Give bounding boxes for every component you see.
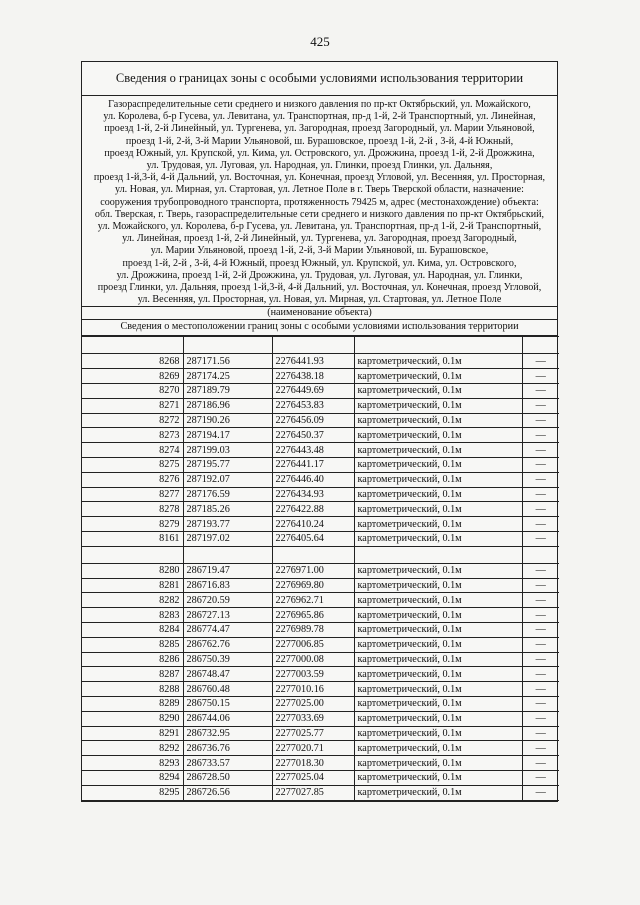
- table-row: [82, 593, 559, 608]
- spacer-row: [82, 337, 559, 354]
- precision-cell: —: [522, 487, 559, 502]
- precision-cell: —: [522, 593, 559, 608]
- description-line: проезд 1-й, 2-й Линейный, ул. Тургенева, ул. Загородная, проезд Загородный, ул. Марии Ульяновой,: [104, 123, 535, 135]
- section-heading: Сведения о местоположении границ зоны с особыми условиями использования территории: [82, 319, 557, 336]
- empty-cell: [82, 337, 183, 354]
- precision-cell: —: [522, 413, 559, 428]
- x-coordinate-cell: 286750.15: [183, 696, 272, 711]
- y-coordinate-cell: 2277025.77: [272, 726, 354, 741]
- object-description: [82, 96, 557, 306]
- x-coordinate-cell: 287186.96: [183, 398, 272, 413]
- x-coordinate-cell: 286727.13: [183, 608, 272, 623]
- point-number-cell: 8279: [82, 517, 183, 532]
- table-row: [82, 428, 559, 443]
- precision-cell: —: [522, 354, 559, 369]
- table-row: [82, 623, 559, 638]
- method-cell: картометрический, 0.1м: [354, 623, 522, 638]
- table-row: [82, 517, 559, 532]
- table-row: [82, 637, 559, 652]
- x-coordinate-cell: 287190.26: [183, 413, 272, 428]
- precision-cell: —: [522, 756, 559, 771]
- point-number-cell: 8283: [82, 608, 183, 623]
- table-row: [82, 413, 559, 428]
- y-coordinate-cell: 2277018.30: [272, 756, 354, 771]
- y-coordinate-cell: 2276971.00: [272, 563, 354, 578]
- empty-cell: [522, 546, 559, 563]
- table-row: [82, 458, 559, 473]
- table-row: [82, 711, 559, 726]
- point-number-cell: 8277: [82, 487, 183, 502]
- method-cell: картометрический, 0.1м: [354, 741, 522, 756]
- description-line: проезд 1-й,3-й, 4-й Дальний, ул. Восточная, ул. Конечная, проезд Угловой, ул. Весенняя, ул. Просторная,: [93, 172, 546, 184]
- description-line: ул. Дрожжина, проезд 1-й, 2-й Дрожжина, ул. Трудовая, ул. Луговая, ул. Народная, ул. Глинки,: [116, 269, 523, 281]
- method-cell: картометрический, 0.1м: [354, 517, 522, 532]
- x-coordinate-cell: 286716.83: [183, 578, 272, 593]
- precision-cell: —: [522, 711, 559, 726]
- point-number-cell: 8161: [82, 532, 183, 547]
- document-title: Сведения о границах зоны с особыми условиями использования территории: [82, 62, 557, 96]
- point-number-cell: 8273: [82, 428, 183, 443]
- y-coordinate-cell: 2276965.86: [272, 608, 354, 623]
- table-row: [82, 443, 559, 458]
- method-cell: картометрический, 0.1м: [354, 443, 522, 458]
- y-coordinate-cell: 2276450.37: [272, 428, 354, 443]
- method-cell: картометрический, 0.1м: [354, 502, 522, 517]
- y-coordinate-cell: 2277006.85: [272, 637, 354, 652]
- table-row: [82, 398, 559, 413]
- table-row: [82, 667, 559, 682]
- method-cell: картометрический, 0.1м: [354, 428, 522, 443]
- y-coordinate-cell: 2276456.09: [272, 413, 354, 428]
- point-number-cell: 8286: [82, 652, 183, 667]
- empty-cell: [354, 546, 522, 563]
- table-row: [82, 652, 559, 667]
- zone-boundary-sheet: [81, 61, 558, 802]
- point-number-cell: 8280: [82, 563, 183, 578]
- precision-cell: —: [522, 741, 559, 756]
- precision-cell: —: [522, 472, 559, 487]
- empty-cell: [354, 337, 522, 354]
- precision-cell: —: [522, 517, 559, 532]
- y-coordinate-cell: 2277025.04: [272, 770, 354, 785]
- x-coordinate-cell: 287197.02: [183, 532, 272, 547]
- point-number-cell: 8270: [82, 384, 183, 399]
- method-cell: картометрический, 0.1м: [354, 682, 522, 697]
- page-number: 425: [310, 34, 330, 49]
- y-coordinate-cell: 2276422.88: [272, 502, 354, 517]
- y-coordinate-cell: 2277033.69: [272, 711, 354, 726]
- point-number-cell: 8289: [82, 696, 183, 711]
- precision-cell: —: [522, 578, 559, 593]
- method-cell: картометрический, 0.1м: [354, 726, 522, 741]
- method-cell: картометрический, 0.1м: [354, 398, 522, 413]
- table-row: [82, 532, 559, 547]
- x-coordinate-cell: 287193.77: [183, 517, 272, 532]
- point-number-cell: 8269: [82, 369, 183, 384]
- method-cell: картометрический, 0.1м: [354, 593, 522, 608]
- precision-cell: —: [522, 398, 559, 413]
- precision-cell: —: [522, 428, 559, 443]
- empty-cell: [82, 546, 183, 563]
- precision-cell: —: [522, 443, 559, 458]
- precision-cell: —: [522, 637, 559, 652]
- method-cell: картометрический, 0.1м: [354, 756, 522, 771]
- precision-cell: —: [522, 726, 559, 741]
- y-coordinate-cell: 2276405.64: [272, 532, 354, 547]
- table-row: [82, 756, 559, 771]
- description-line: ул. Весенняя, ул. Просторная, ул. Новая, ул. Мирная, ул. Стартовая, ул. Летное Поле: [137, 294, 502, 306]
- x-coordinate-cell: 287171.56: [183, 354, 272, 369]
- precision-cell: —: [522, 696, 559, 711]
- x-coordinate-cell: 286762.76: [183, 637, 272, 652]
- precision-cell: —: [522, 532, 559, 547]
- precision-cell: —: [522, 785, 559, 800]
- table-row: [82, 682, 559, 697]
- method-cell: картометрический, 0.1м: [354, 487, 522, 502]
- method-cell: картометрический, 0.1м: [354, 711, 522, 726]
- description-line: проезд 1-й, 2-й, 3-й Марии Ульяновой, ш. Бурашовское, проезд 1-й, 2-й , 3-й, 4-й Южный,: [125, 135, 514, 147]
- method-cell: картометрический, 0.1м: [354, 532, 522, 547]
- precision-cell: —: [522, 369, 559, 384]
- x-coordinate-cell: 286732.95: [183, 726, 272, 741]
- x-coordinate-cell: 286720.59: [183, 593, 272, 608]
- method-cell: картометрический, 0.1м: [354, 369, 522, 384]
- table-row: [82, 502, 559, 517]
- precision-cell: —: [522, 652, 559, 667]
- point-number-cell: 8295: [82, 785, 183, 800]
- x-coordinate-cell: 286748.47: [183, 667, 272, 682]
- method-cell: картометрический, 0.1м: [354, 667, 522, 682]
- point-number-cell: 8274: [82, 443, 183, 458]
- point-number-cell: 8294: [82, 770, 183, 785]
- point-number-cell: 8275: [82, 458, 183, 473]
- point-number-cell: 8282: [82, 593, 183, 608]
- precision-cell: —: [522, 502, 559, 517]
- description-line: обл. Тверская, г. Тверь, газораспределительные сети среднего и низкого давления по пр-кт Октябрьский,: [94, 208, 545, 220]
- table-row: [82, 608, 559, 623]
- point-number-cell: 8276: [82, 472, 183, 487]
- method-cell: картометрический, 0.1м: [354, 384, 522, 399]
- table-row: [82, 369, 559, 384]
- point-number-cell: 8278: [82, 502, 183, 517]
- y-coordinate-cell: 2277000.08: [272, 652, 354, 667]
- method-cell: картометрический, 0.1м: [354, 696, 522, 711]
- point-number-cell: 8288: [82, 682, 183, 697]
- description-line: ул. Линейная, проезд 1-й, 2-й Линейный, ул. Тургенева, ул. Загородная, проезд Загородный,: [122, 233, 517, 245]
- precision-cell: —: [522, 667, 559, 682]
- point-number-cell: 8271: [82, 398, 183, 413]
- description-line: ул. Марии Ульяновой, проезд 1-й, 2-й, 3-й Марии Ульяновой, ш. Бурашовское,: [150, 245, 489, 257]
- point-number-cell: 8285: [82, 637, 183, 652]
- y-coordinate-cell: 2277003.59: [272, 667, 354, 682]
- precision-cell: —: [522, 770, 559, 785]
- point-number-cell: 8291: [82, 726, 183, 741]
- table-row: [82, 578, 559, 593]
- description-line: ул. Трудовая, ул. Луговая, ул. Народная, ул. Глинки, проезд Глинки, ул. Дальняя,: [146, 160, 493, 172]
- empty-cell: [272, 337, 354, 354]
- precision-cell: —: [522, 384, 559, 399]
- precision-cell: —: [522, 682, 559, 697]
- point-number-cell: 8284: [82, 623, 183, 638]
- precision-cell: —: [522, 563, 559, 578]
- empty-cell: [272, 546, 354, 563]
- y-coordinate-cell: 2276453.83: [272, 398, 354, 413]
- object-name-caption: (наименование объекта): [82, 306, 557, 319]
- method-cell: картометрический, 0.1м: [354, 652, 522, 667]
- table-row: [82, 741, 559, 756]
- y-coordinate-cell: 2276449.69: [272, 384, 354, 399]
- precision-cell: —: [522, 608, 559, 623]
- method-cell: картометрический, 0.1м: [354, 608, 522, 623]
- y-coordinate-cell: 2276441.93: [272, 354, 354, 369]
- point-number-cell: 8281: [82, 578, 183, 593]
- method-cell: картометрический, 0.1м: [354, 637, 522, 652]
- precision-cell: —: [522, 623, 559, 638]
- x-coordinate-cell: 287195.77: [183, 458, 272, 473]
- description-line: ул. Новая, ул. Мирная, ул. Стартовая, ул. Летное Поле в г. Тверь Тверской области, назначение:: [115, 184, 524, 196]
- description-line: Газораспределительные сети среднего и низкого давления по пр-кт Октябрьский, ул. Можайского,: [108, 99, 531, 110]
- point-number-cell: 8287: [82, 667, 183, 682]
- empty-cell: [522, 337, 559, 354]
- y-coordinate-cell: 2276446.40: [272, 472, 354, 487]
- y-coordinate-cell: 2276410.24: [272, 517, 354, 532]
- table-row: [82, 770, 559, 785]
- x-coordinate-cell: 286744.06: [183, 711, 272, 726]
- y-coordinate-cell: 2277020.71: [272, 741, 354, 756]
- x-coordinate-cell: 287194.17: [183, 428, 272, 443]
- y-coordinate-cell: 2276969.80: [272, 578, 354, 593]
- point-number-cell: 8292: [82, 741, 183, 756]
- x-coordinate-cell: 287192.07: [183, 472, 272, 487]
- table-row: [82, 563, 559, 578]
- point-number-cell: 8290: [82, 711, 183, 726]
- x-coordinate-cell: 286760.48: [183, 682, 272, 697]
- description-line: ул. Можайского, ул. Королева, б-р Гусева, ул. Левитана, ул. Транспортная, пр-д 1-й, 2-й Транспортный,: [97, 221, 542, 233]
- table-row: [82, 472, 559, 487]
- method-cell: картометрический, 0.1м: [354, 472, 522, 487]
- y-coordinate-cell: 2276441.17: [272, 458, 354, 473]
- method-cell: картометрический, 0.1м: [354, 354, 522, 369]
- y-coordinate-cell: 2276443.48: [272, 443, 354, 458]
- x-coordinate-cell: 287176.59: [183, 487, 272, 502]
- x-coordinate-cell: 286736.76: [183, 741, 272, 756]
- point-number-cell: 8272: [82, 413, 183, 428]
- description-line: ул. Королева, б-р Гусева, ул. Левитана, ул. Транспортная, пр-д 1-й, 2-й Транспортный, ул. Линейная,: [103, 111, 536, 123]
- y-coordinate-cell: 2277025.00: [272, 696, 354, 711]
- y-coordinate-cell: 2276434.93: [272, 487, 354, 502]
- x-coordinate-cell: 286719.47: [183, 563, 272, 578]
- y-coordinate-cell: 2276962.71: [272, 593, 354, 608]
- y-coordinate-cell: 2276989.78: [272, 623, 354, 638]
- description-line: сооружения трубопроводного транспорта, протяженность 79425 м, адрес (местонахождение) объекта:: [100, 196, 539, 208]
- description-line: проезд Глинки, ул. Дальняя, проезд 1-й,3-й, 4-й Дальний, ул. Восточная, ул. Конечная, проезд Угловой,: [97, 282, 542, 294]
- point-number-cell: 8293: [82, 756, 183, 771]
- x-coordinate-cell: 286726.56: [183, 785, 272, 800]
- method-cell: картометрический, 0.1м: [354, 785, 522, 800]
- description-line: проезд Южный, ул. Крупской, ул. Кима, ул. Островского, ул. Дрожжина, проезд 1-й, 2-й Дрожжина,: [104, 147, 535, 159]
- empty-cell: [183, 546, 272, 563]
- x-coordinate-cell: 287174.25: [183, 369, 272, 384]
- empty-cell: [183, 337, 272, 354]
- x-coordinate-cell: 287199.03: [183, 443, 272, 458]
- x-coordinate-cell: 287185.26: [183, 502, 272, 517]
- point-number-cell: 8268: [82, 354, 183, 369]
- table-row: [82, 696, 559, 711]
- y-coordinate-cell: 2277010.16: [272, 682, 354, 697]
- table-row: [82, 726, 559, 741]
- table-row: [82, 785, 559, 800]
- spacer-row: [82, 546, 559, 563]
- method-cell: картометрический, 0.1м: [354, 458, 522, 473]
- x-coordinate-cell: 286728.50: [183, 770, 272, 785]
- y-coordinate-cell: 2277027.85: [272, 785, 354, 800]
- method-cell: картометрический, 0.1м: [354, 770, 522, 785]
- method-cell: картометрический, 0.1м: [354, 413, 522, 428]
- method-cell: картометрический, 0.1м: [354, 563, 522, 578]
- coordinates-table: [82, 336, 559, 800]
- x-coordinate-cell: 286733.57: [183, 756, 272, 771]
- table-row: [82, 487, 559, 502]
- y-coordinate-cell: 2276438.18: [272, 369, 354, 384]
- precision-cell: —: [522, 458, 559, 473]
- x-coordinate-cell: 287189.79: [183, 384, 272, 399]
- table-row: [82, 384, 559, 399]
- x-coordinate-cell: 286750.39: [183, 652, 272, 667]
- x-coordinate-cell: 286774.47: [183, 623, 272, 638]
- method-cell: картометрический, 0.1м: [354, 578, 522, 593]
- description-line: проезд 1-й, 2-й , 3-й, 4-й Южный, проезд Южный, ул. Крупской, ул. Кима, ул. Островского,: [122, 257, 517, 269]
- table-row: [82, 354, 559, 369]
